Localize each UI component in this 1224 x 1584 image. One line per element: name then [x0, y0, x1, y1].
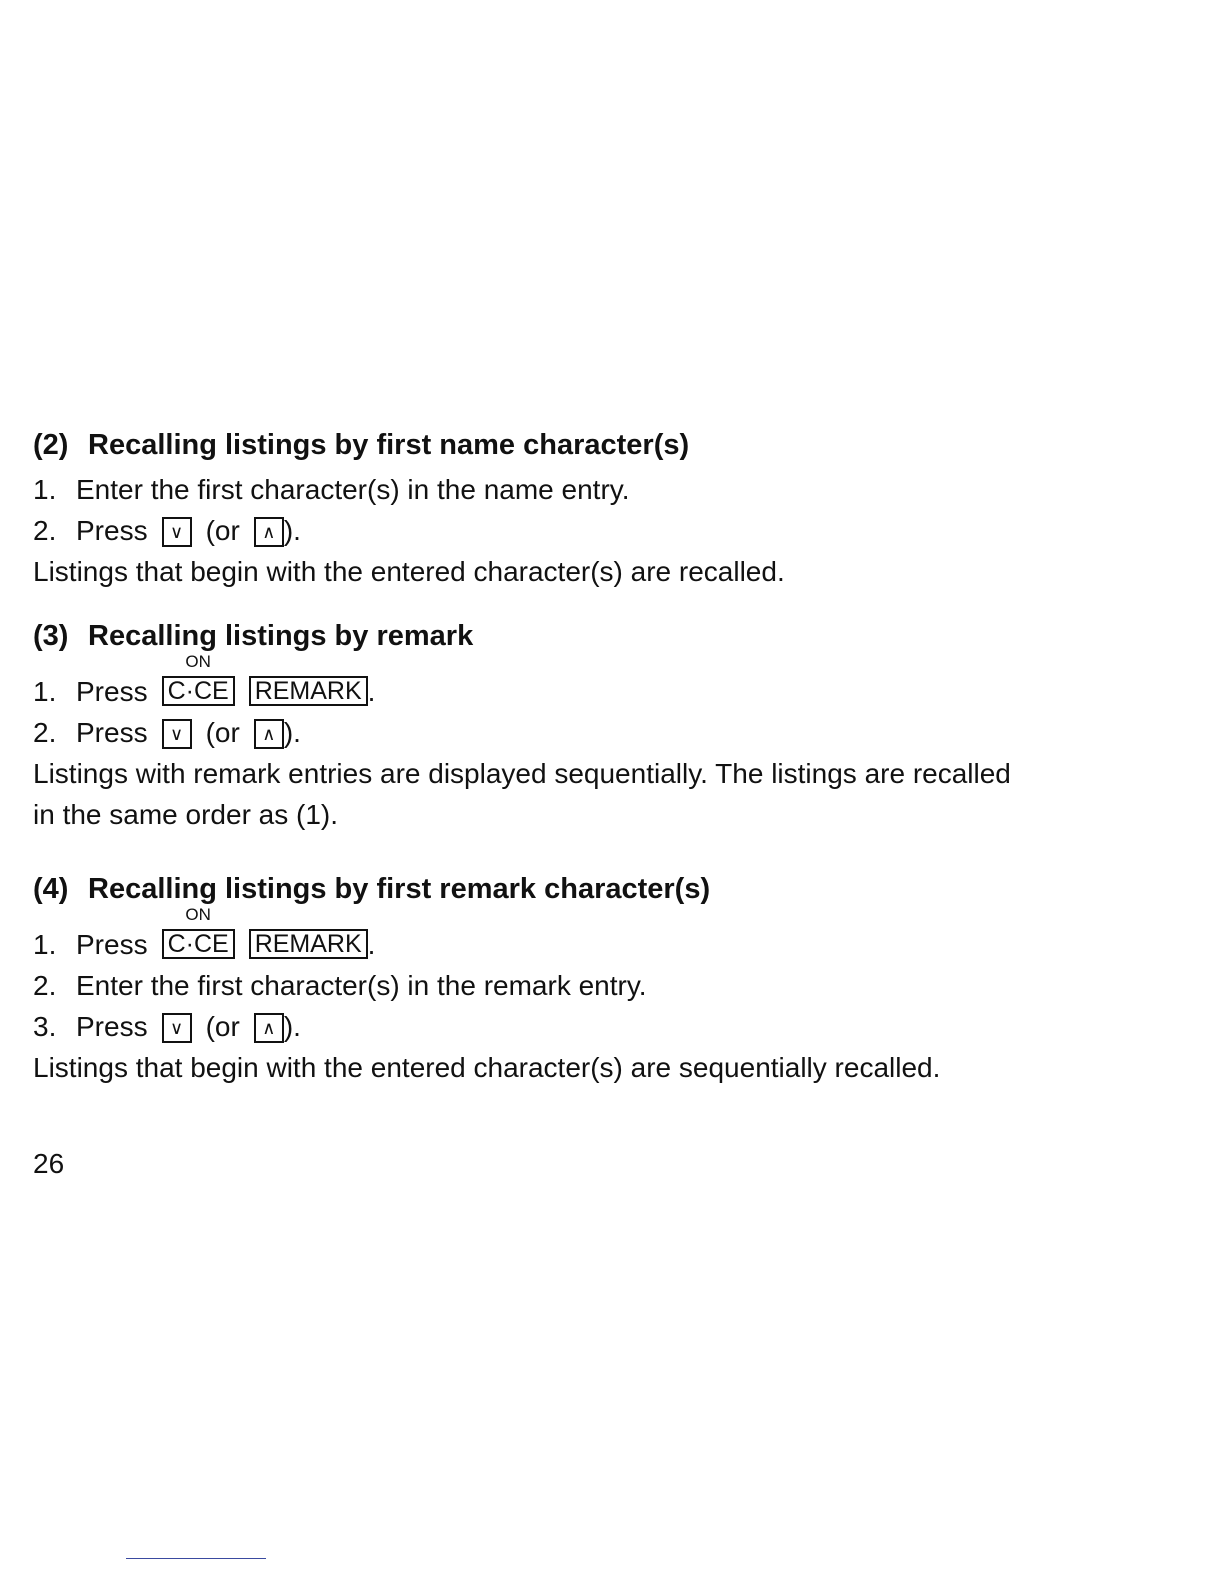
step-text: Enter the first character(s) in the name entry. [76, 474, 630, 505]
up-arrow-key-icon: ∧ [254, 1013, 284, 1043]
step-number: 1. [33, 929, 57, 960]
step-text: Enter the first character(s) in the remark entry. [76, 970, 647, 1001]
section-title: Recalling listings by first remark character(s) [88, 873, 711, 905]
step-text: ). [283, 1011, 301, 1042]
step-text: Press [76, 676, 148, 707]
step-text: . [367, 929, 376, 960]
remark-key-icon: REMARK [249, 676, 368, 706]
section-title: Recalling listings by first name character(s) [88, 429, 690, 461]
section-first-remark-characters [33, 871, 1193, 1088]
down-arrow-key-icon: ∨ [162, 719, 192, 749]
section-number: (3) [33, 620, 69, 652]
section-note-line-2: in the same order as (1). [33, 799, 339, 830]
step-number: 2. [33, 515, 57, 546]
down-arrow-key-icon: ∨ [162, 517, 192, 547]
c-ce-key-icon: ON C·CE [162, 676, 235, 706]
section-note: Listings that begin with the entered character(s) are sequentially recalled. [33, 1052, 941, 1083]
section-heading [33, 427, 1193, 463]
down-arrow-key-icon: ∨ [162, 1013, 192, 1043]
step-text: Press [76, 1011, 148, 1042]
step-text: (or [205, 717, 240, 748]
section-number: (2) [33, 429, 69, 461]
section-heading [33, 618, 1193, 654]
step-text: Press [76, 717, 148, 748]
step-text: Press [76, 929, 148, 960]
step-1 [33, 905, 1193, 965]
step-2 [33, 965, 1193, 1006]
step-text: Press [76, 515, 148, 546]
section-first-name-characters [33, 427, 1193, 592]
up-arrow-key-icon: ∧ [254, 517, 284, 547]
manual-page [33, 0, 1193, 1584]
remark-key-icon: REMARK [249, 929, 368, 959]
step-text: (or [205, 515, 240, 546]
step-text: ). [283, 515, 301, 546]
step-2 [33, 712, 1193, 753]
up-arrow-key-icon: ∧ [254, 719, 284, 749]
step-3 [33, 1006, 1193, 1047]
step-text: . [367, 676, 376, 707]
step-number: 2. [33, 970, 57, 1001]
section-remark [33, 618, 1193, 835]
step-2 [33, 510, 1193, 551]
section-title: Recalling listings by remark [88, 620, 474, 652]
step-1 [33, 652, 1193, 712]
section-note: Listings that begin with the entered character(s) are recalled. [33, 556, 785, 587]
on-label: ON [185, 905, 211, 924]
on-label: ON [185, 652, 211, 671]
step-number: 1. [33, 474, 57, 505]
section-heading [33, 871, 1193, 907]
step-text: ). [283, 717, 301, 748]
step-number: 2. [33, 717, 57, 748]
section-note-line-1: Listings with remark entries are displayed sequentially. The listings are recalled [33, 758, 1011, 789]
page-number: 26 [33, 1148, 65, 1179]
c-ce-key-icon: ON C·CE [162, 929, 235, 959]
step-text: (or [205, 1011, 240, 1042]
section-number: (4) [33, 873, 69, 905]
step-number: 1. [33, 676, 57, 707]
step-number: 3. [33, 1011, 57, 1042]
footer-rule [126, 1558, 266, 1559]
step-1 [33, 469, 1193, 510]
